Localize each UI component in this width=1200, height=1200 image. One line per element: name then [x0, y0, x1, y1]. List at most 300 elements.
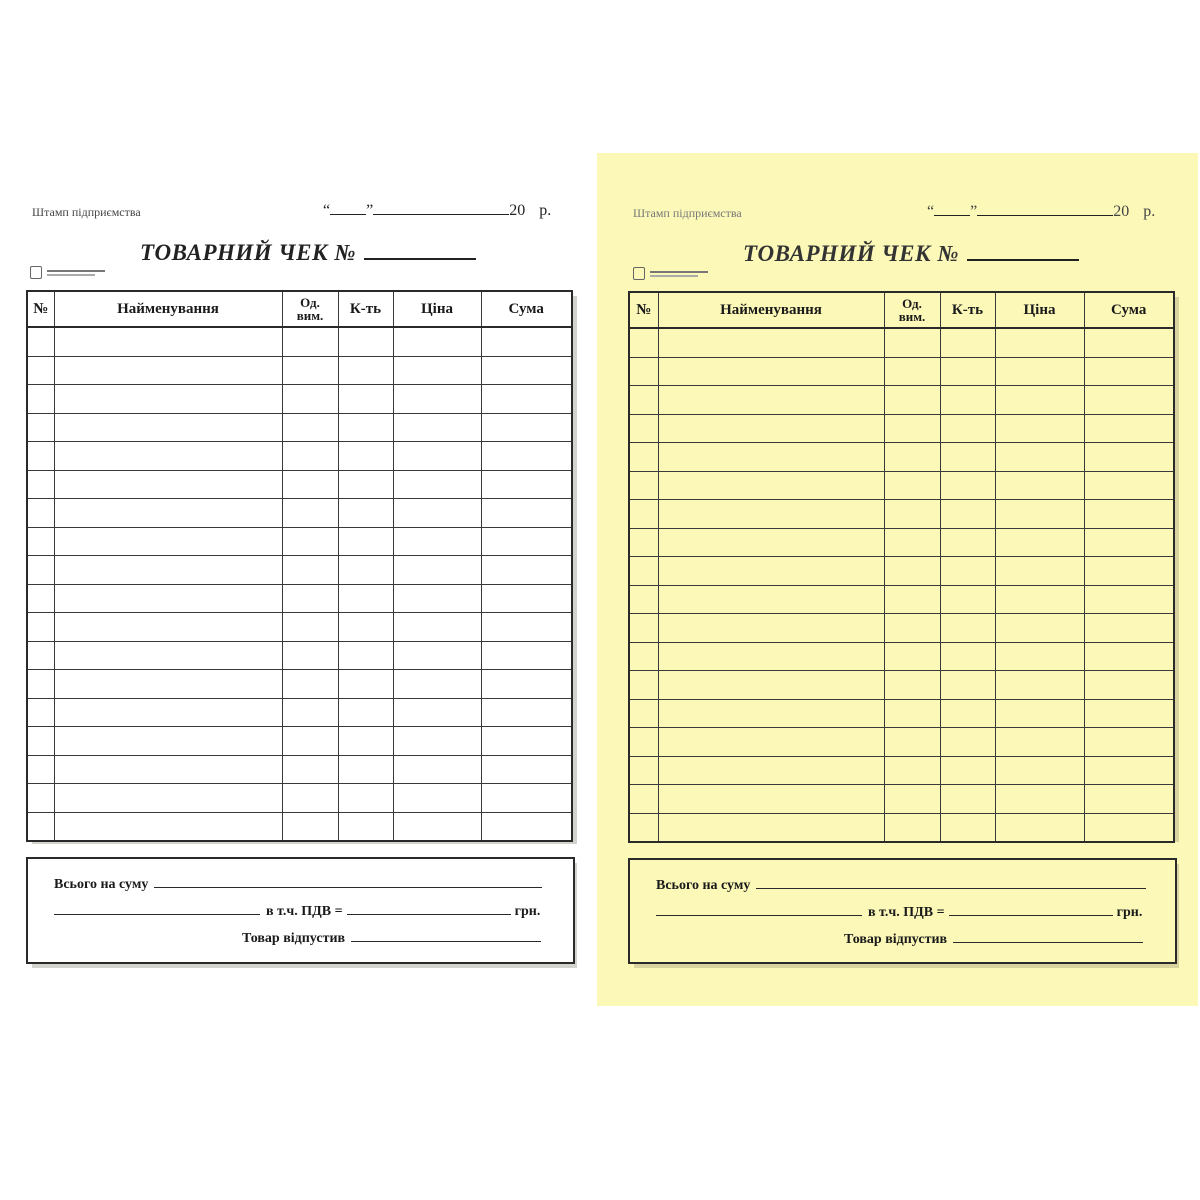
totals-box [628, 858, 1177, 964]
table-cell[interactable] [629, 813, 658, 842]
table-cell[interactable] [1084, 528, 1174, 557]
table-cell[interactable] [54, 442, 282, 471]
table-cell[interactable] [884, 813, 940, 842]
vat-amount-field[interactable] [347, 902, 511, 915]
table-row [27, 812, 572, 841]
table-cell[interactable] [481, 613, 572, 642]
table-cell[interactable] [282, 470, 338, 499]
table-cell[interactable] [481, 584, 572, 613]
table-cell[interactable] [27, 755, 54, 784]
table-cell[interactable] [338, 727, 393, 756]
table-cell[interactable] [995, 471, 1084, 500]
table-cell[interactable] [995, 414, 1084, 443]
table-cell[interactable] [1084, 443, 1174, 472]
table-cell[interactable] [481, 812, 572, 841]
table-cell[interactable] [393, 470, 481, 499]
table-cell[interactable] [658, 414, 884, 443]
items-body [629, 328, 1174, 842]
table-cell[interactable] [338, 613, 393, 642]
table-cell[interactable] [54, 356, 282, 385]
brand-logo [633, 267, 708, 280]
table-cell[interactable] [884, 642, 940, 671]
table-row [629, 328, 1174, 357]
table-cell[interactable] [282, 499, 338, 528]
table-row [27, 499, 572, 528]
table-row [27, 584, 572, 613]
table-cell[interactable] [338, 442, 393, 471]
table-cell[interactable] [629, 585, 658, 614]
table-row [629, 357, 1174, 386]
table-cell[interactable] [658, 357, 884, 386]
tiger-logo-icon [633, 267, 645, 280]
table-cell[interactable] [995, 756, 1084, 785]
table-cell[interactable] [940, 386, 995, 415]
table-cell[interactable] [282, 698, 338, 727]
table-cell[interactable] [393, 356, 481, 385]
date-open-quote: “ [927, 203, 935, 220]
table-cell[interactable] [1084, 813, 1174, 842]
table-cell[interactable] [658, 500, 884, 529]
table-cell[interactable] [940, 471, 995, 500]
table-cell[interactable] [1084, 671, 1174, 700]
table-cell[interactable] [658, 813, 884, 842]
table-cell[interactable] [995, 386, 1084, 415]
table-cell[interactable] [393, 442, 481, 471]
table-cell[interactable] [629, 471, 658, 500]
table-row [27, 727, 572, 756]
items-body [27, 327, 572, 841]
table-row [629, 585, 1174, 614]
month-field[interactable] [373, 202, 509, 215]
date-suffix: р. [1143, 203, 1156, 220]
table-cell[interactable] [393, 784, 481, 813]
table-cell[interactable] [54, 584, 282, 613]
table-cell[interactable] [338, 784, 393, 813]
table-cell[interactable] [393, 727, 481, 756]
table-cell[interactable] [940, 671, 995, 700]
table-cell[interactable] [884, 557, 940, 586]
table-cell[interactable] [884, 414, 940, 443]
table-cell[interactable] [884, 728, 940, 757]
table-cell[interactable] [338, 413, 393, 442]
table-row [27, 784, 572, 813]
table-cell[interactable] [338, 327, 393, 356]
table-cell[interactable] [658, 614, 884, 643]
table-cell[interactable] [884, 671, 940, 700]
table-cell[interactable] [481, 556, 572, 585]
table-cell[interactable] [54, 755, 282, 784]
receipt-number-field[interactable] [967, 241, 1079, 261]
table-row [27, 413, 572, 442]
table-cell[interactable] [481, 442, 572, 471]
total-row [656, 876, 1146, 894]
table-cell[interactable] [338, 670, 393, 699]
table-cell[interactable] [629, 557, 658, 586]
table-cell[interactable] [658, 328, 884, 357]
table-cell[interactable] [481, 527, 572, 556]
table-row [629, 386, 1174, 415]
table-cell[interactable] [338, 499, 393, 528]
table-cell[interactable] [629, 500, 658, 529]
table-cell[interactable] [940, 813, 995, 842]
table-cell[interactable] [282, 784, 338, 813]
table-cell[interactable] [1084, 614, 1174, 643]
table-cell[interactable] [282, 755, 338, 784]
table-cell[interactable] [629, 414, 658, 443]
table-cell[interactable] [995, 699, 1084, 728]
table-cell[interactable] [27, 698, 54, 727]
table-cell[interactable] [282, 584, 338, 613]
col-qty-header: К-ть [940, 292, 995, 328]
table-cell[interactable] [1084, 756, 1174, 785]
table-cell[interactable] [27, 613, 54, 642]
table-row [27, 641, 572, 670]
table-row [629, 813, 1174, 842]
table-cell[interactable] [629, 671, 658, 700]
table-cell[interactable] [481, 784, 572, 813]
table-cell[interactable] [481, 385, 572, 414]
table-cell[interactable] [1084, 500, 1174, 529]
total-words-field[interactable] [656, 903, 862, 916]
table-cell[interactable] [629, 699, 658, 728]
table-cell[interactable] [27, 812, 54, 841]
table-cell[interactable] [940, 585, 995, 614]
day-field[interactable] [330, 202, 366, 215]
col-number-header: № [27, 291, 54, 327]
table-cell[interactable] [393, 385, 481, 414]
table-cell[interactable] [1084, 728, 1174, 757]
released-signature-field[interactable] [351, 929, 541, 942]
released-signature-field[interactable] [953, 930, 1143, 943]
table-cell[interactable] [995, 671, 1084, 700]
table-cell[interactable] [481, 755, 572, 784]
table-cell[interactable] [54, 670, 282, 699]
table-cell[interactable] [884, 614, 940, 643]
col-price-header: Ціна [393, 291, 481, 327]
table-cell[interactable] [940, 756, 995, 785]
table-cell[interactable] [27, 385, 54, 414]
table-cell[interactable] [658, 557, 884, 586]
table-cell[interactable] [940, 414, 995, 443]
total-amount-field[interactable] [154, 875, 542, 888]
table-cell[interactable] [995, 642, 1084, 671]
table-cell[interactable] [338, 812, 393, 841]
table-cell[interactable] [658, 671, 884, 700]
table-cell[interactable] [393, 556, 481, 585]
col-price-header: Ціна [995, 292, 1084, 328]
table-cell[interactable] [54, 413, 282, 442]
date-year: 20 [1113, 203, 1130, 220]
table-cell[interactable] [481, 727, 572, 756]
table-cell[interactable] [27, 727, 54, 756]
table-cell[interactable] [27, 641, 54, 670]
table-cell[interactable] [27, 470, 54, 499]
table-cell[interactable] [629, 386, 658, 415]
table-cell[interactable] [54, 327, 282, 356]
table-row [27, 470, 572, 499]
table-cell[interactable] [481, 470, 572, 499]
table-cell[interactable] [282, 527, 338, 556]
table-cell[interactable] [27, 327, 54, 356]
table-cell[interactable] [884, 386, 940, 415]
date-close-quote: ” [970, 203, 978, 220]
table-cell[interactable] [1084, 585, 1174, 614]
table-cell[interactable] [629, 357, 658, 386]
table-cell[interactable] [940, 357, 995, 386]
brand-logo [30, 266, 105, 279]
table-cell[interactable] [393, 584, 481, 613]
table-cell[interactable] [995, 585, 1084, 614]
table-cell[interactable] [27, 556, 54, 585]
table-cell[interactable] [995, 500, 1084, 529]
table-row [27, 613, 572, 642]
table-cell[interactable] [995, 443, 1084, 472]
table-cell[interactable] [481, 356, 572, 385]
table-cell[interactable] [54, 499, 282, 528]
currency-label: грн. [1116, 905, 1143, 920]
receipt-title [140, 240, 476, 266]
table-cell[interactable] [995, 785, 1084, 814]
table-cell[interactable] [338, 356, 393, 385]
table-cell[interactable] [629, 528, 658, 557]
table-cell[interactable] [995, 813, 1084, 842]
table-row [629, 699, 1174, 728]
table-cell[interactable] [1084, 357, 1174, 386]
table-cell[interactable] [1084, 642, 1174, 671]
table-cell[interactable] [884, 500, 940, 529]
table-cell[interactable] [282, 413, 338, 442]
table-cell[interactable] [54, 727, 282, 756]
items-table [26, 290, 573, 842]
table-row [629, 728, 1174, 757]
table-cell[interactable] [629, 328, 658, 357]
tiger-logo-icon [30, 266, 42, 279]
table-cell[interactable] [481, 698, 572, 727]
table-cell[interactable] [282, 356, 338, 385]
table-cell[interactable] [940, 785, 995, 814]
table-cell[interactable] [995, 328, 1084, 357]
date-line [323, 202, 551, 220]
table-cell[interactable] [282, 727, 338, 756]
table-row [629, 614, 1174, 643]
table-cell[interactable] [338, 755, 393, 784]
table-cell[interactable] [27, 356, 54, 385]
vat-row [656, 903, 1142, 921]
table-cell[interactable] [338, 698, 393, 727]
table-cell[interactable] [940, 500, 995, 529]
table-cell[interactable] [481, 413, 572, 442]
table-cell[interactable] [282, 641, 338, 670]
table-cell[interactable] [629, 443, 658, 472]
vat-amount-field[interactable] [949, 903, 1113, 916]
table-cell[interactable] [393, 327, 481, 356]
table-cell[interactable] [54, 784, 282, 813]
table-cell[interactable] [658, 728, 884, 757]
vat-row [54, 902, 540, 920]
table-cell[interactable] [282, 385, 338, 414]
items-table [628, 291, 1175, 843]
released-label: Товар відпустив [844, 932, 948, 947]
table-cell[interactable] [1084, 557, 1174, 586]
table-cell[interactable] [393, 527, 481, 556]
table-cell[interactable] [54, 812, 282, 841]
table-cell[interactable] [629, 785, 658, 814]
table-cell[interactable] [282, 327, 338, 356]
table-cell[interactable] [27, 442, 54, 471]
table-cell[interactable] [393, 641, 481, 670]
table-cell[interactable] [658, 386, 884, 415]
table-cell[interactable] [338, 527, 393, 556]
table-cell[interactable] [995, 614, 1084, 643]
original-copy-sheet [0, 148, 593, 1006]
table-row [629, 528, 1174, 557]
table-cell[interactable] [884, 328, 940, 357]
table-cell[interactable] [27, 499, 54, 528]
table-cell[interactable] [658, 756, 884, 785]
table-cell[interactable] [481, 670, 572, 699]
released-row [242, 929, 541, 947]
table-cell[interactable] [54, 613, 282, 642]
table-cell[interactable] [995, 528, 1084, 557]
col-sum-header: Сума [1084, 292, 1174, 328]
table-cell[interactable] [995, 728, 1084, 757]
table-cell[interactable] [393, 413, 481, 442]
stamp-label: Штамп підприємства [32, 205, 141, 219]
table-cell[interactable] [884, 443, 940, 472]
table-cell[interactable] [54, 641, 282, 670]
table-cell[interactable] [940, 728, 995, 757]
table-cell[interactable] [658, 642, 884, 671]
table-row [27, 442, 572, 471]
table-cell[interactable] [995, 357, 1084, 386]
table-row [27, 755, 572, 784]
total-label: Всього на суму [54, 877, 149, 892]
table-cell[interactable] [393, 755, 481, 784]
table-cell[interactable] [27, 584, 54, 613]
table-cell[interactable] [54, 470, 282, 499]
table-cell[interactable] [338, 641, 393, 670]
table-cell[interactable] [658, 471, 884, 500]
date-close-quote: ” [366, 202, 374, 219]
table-cell[interactable] [940, 642, 995, 671]
table-row [27, 356, 572, 385]
col-number-header: № [629, 292, 658, 328]
table-cell[interactable] [629, 728, 658, 757]
table-row [629, 756, 1174, 785]
table-cell[interactable] [995, 557, 1084, 586]
table-row [27, 670, 572, 699]
table-cell[interactable] [884, 756, 940, 785]
table-cell[interactable] [27, 413, 54, 442]
col-name-header: Найменування [658, 292, 884, 328]
table-row [629, 557, 1174, 586]
receipt-title-text: ТОВАРНИЙ ЧЕК № [140, 240, 356, 265]
table-cell[interactable] [1084, 414, 1174, 443]
table-cell[interactable] [282, 812, 338, 841]
table-cell[interactable] [393, 613, 481, 642]
table-cell[interactable] [658, 785, 884, 814]
table-cell[interactable] [282, 670, 338, 699]
total-amount-field[interactable] [756, 876, 1146, 889]
table-row [27, 385, 572, 414]
currency-label: грн. [514, 904, 541, 919]
table-cell[interactable] [393, 698, 481, 727]
col-name-header: Найменування [54, 291, 282, 327]
table-cell[interactable] [27, 670, 54, 699]
table-cell[interactable] [940, 443, 995, 472]
table-cell[interactable] [658, 528, 884, 557]
table-cell[interactable] [1084, 471, 1174, 500]
table-cell[interactable] [884, 528, 940, 557]
table-cell[interactable] [393, 499, 481, 528]
table-cell[interactable] [940, 328, 995, 357]
table-cell[interactable] [940, 614, 995, 643]
table-cell[interactable] [54, 556, 282, 585]
table-cell[interactable] [338, 385, 393, 414]
table-cell[interactable] [481, 641, 572, 670]
table-cell[interactable] [658, 699, 884, 728]
table-cell[interactable] [282, 556, 338, 585]
table-cell[interactable] [629, 756, 658, 785]
date-year: 20 [509, 202, 526, 219]
table-header-row [27, 291, 572, 327]
month-field[interactable] [977, 203, 1113, 216]
table-cell[interactable] [481, 327, 572, 356]
table-cell[interactable] [282, 613, 338, 642]
table-cell[interactable] [27, 784, 54, 813]
table-row [629, 443, 1174, 472]
table-cell[interactable] [27, 527, 54, 556]
date-open-quote: “ [323, 202, 331, 219]
table-cell[interactable] [629, 614, 658, 643]
table-cell[interactable] [54, 698, 282, 727]
table-cell[interactable] [940, 557, 995, 586]
table-cell[interactable] [884, 357, 940, 386]
table-cell[interactable] [338, 584, 393, 613]
table-header-row [629, 292, 1174, 328]
total-words-field[interactable] [54, 902, 260, 915]
table-cell[interactable] [393, 670, 481, 699]
day-field[interactable] [934, 203, 970, 216]
table-cell[interactable] [338, 556, 393, 585]
col-sum-header: Сума [481, 291, 572, 327]
table-cell[interactable] [884, 471, 940, 500]
carbon-copy-sheet [597, 153, 1198, 1006]
col-unit-header: Од. вим. [884, 292, 940, 328]
table-cell[interactable] [54, 527, 282, 556]
table-cell[interactable] [884, 585, 940, 614]
table-cell[interactable] [393, 812, 481, 841]
table-cell[interactable] [884, 699, 940, 728]
table-cell[interactable] [658, 443, 884, 472]
table-cell[interactable] [940, 699, 995, 728]
table-cell[interactable] [282, 442, 338, 471]
receipt-number-field[interactable] [364, 240, 476, 260]
table-cell[interactable] [1084, 699, 1174, 728]
table-cell[interactable] [54, 385, 282, 414]
table-cell[interactable] [629, 642, 658, 671]
table-cell[interactable] [338, 470, 393, 499]
table-row [629, 471, 1174, 500]
total-row [54, 875, 542, 893]
table-cell[interactable] [481, 499, 572, 528]
table-cell[interactable] [884, 785, 940, 814]
table-cell[interactable] [1084, 785, 1174, 814]
table-cell[interactable] [1084, 328, 1174, 357]
table-cell[interactable] [940, 528, 995, 557]
table-cell[interactable] [1084, 386, 1174, 415]
table-cell[interactable] [658, 585, 884, 614]
